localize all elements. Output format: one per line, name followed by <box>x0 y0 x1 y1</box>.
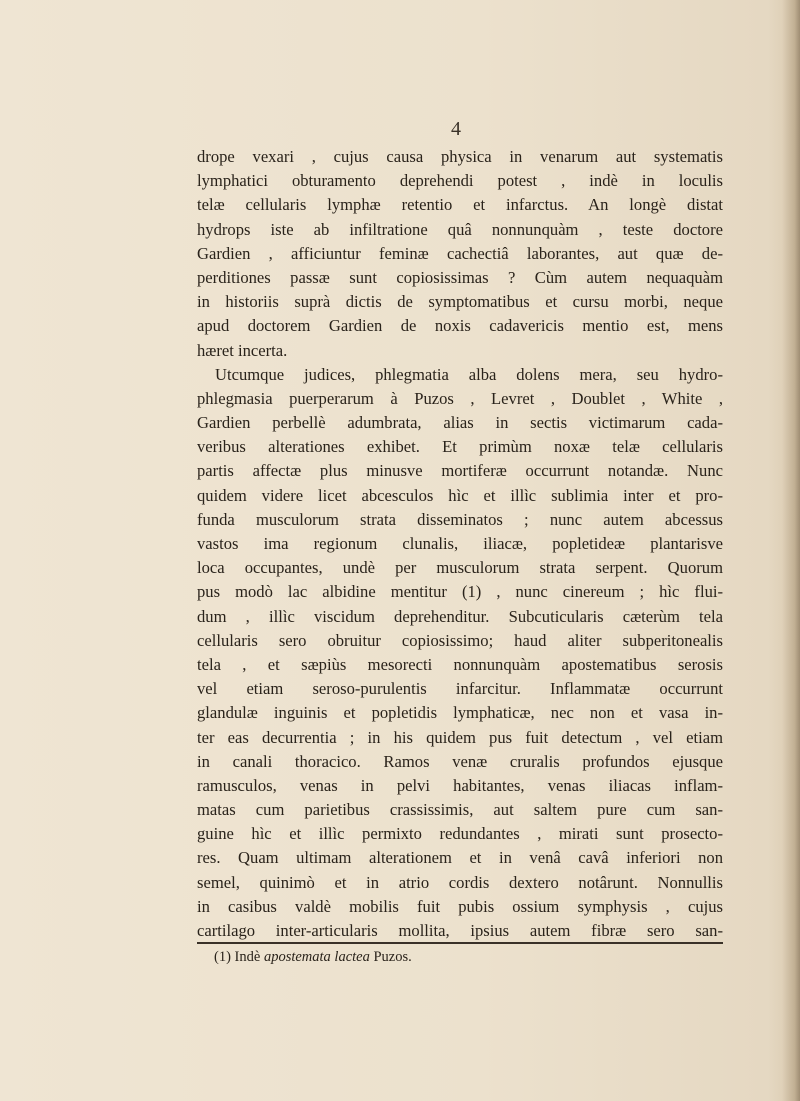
text-line: partis affectæ plus minusve mortiferæ occurrunt notandæ. Nunc <box>197 461 723 481</box>
text-line: matas cum parietibus crassissimis, aut saltem pure cum san- <box>197 800 723 820</box>
text-line: res. Quam ultimam alterationem et in venâ cavâ inferiori non <box>197 848 723 868</box>
footnote-marker: (1) <box>214 949 231 965</box>
text-line: lymphatici obturamento deprehendi potest , indè in loculis <box>197 171 723 191</box>
text-line: Gardien perbellè adumbrata, alias in sectis victimarum cada- <box>197 413 723 433</box>
text-line: quidem videre licet abcesculos hìc et illìc sublimia inter et pro- <box>197 485 723 505</box>
text-line: ter eas decurrentia ; in his quidem pus fuit detectum , vel etiam <box>197 727 723 747</box>
text-line: vel etiam seroso-purulentis infarcitur. Inflammatæ occurrunt <box>197 679 723 699</box>
text-line: loca occupantes, undè per musculorum strata serpent. Quorum <box>197 558 723 578</box>
text-line: vastos ima regionum clunalis, iliacæ, popletideæ plantarisve <box>197 534 723 553</box>
footnote-divider <box>197 942 723 944</box>
text-line: semel, quinimò et in atrio cordis dextero notârunt. Nonnullis <box>197 872 723 892</box>
text-line: cartilago inter-articularis mollita, ipsius autem fibræ sero san- <box>197 921 723 940</box>
text-line: in canali thoracico. Ramos venæ cruralis profundos ejusque <box>197 751 723 771</box>
text-line: drope vexari , cujus causa physica in venarum aut systematis <box>197 147 723 166</box>
text-line: hæret incerta. <box>197 340 288 360</box>
text-line: glandulæ inguinis et popletidis lymphaticæ, nec non et vasa in- <box>197 703 723 723</box>
footnote-prefix: Indè <box>234 949 261 965</box>
text-line: apud doctorem Gardien de noxis cadavericis mentio est, mens <box>197 316 723 336</box>
text-line: telæ cellularis lymphæ retentio et infarctus. An longè distat <box>197 195 723 215</box>
body-text <box>197 145 723 943</box>
text-line: cellularis sero obruitur copiosissimo; haud aliter subperitonealis <box>197 630 723 650</box>
text-line: perditiones passæ sunt copiosissimas ? Cùm autem nequaquàm <box>197 267 723 287</box>
text-line: funda musculorum strata disseminatos ; nunc autem abcessus <box>197 509 723 529</box>
text-line: tela , et sæpiùs mesorecti nonnunquàm apostematibus serosis <box>197 654 723 674</box>
text-line: in casibus valdè mobilis fuit pubis ossium symphysis , cujus <box>197 896 723 916</box>
text-line: guine hìc et illìc permixto redundantes , mirati sunt prosecto- <box>197 824 723 844</box>
text-line: ramusculos, venas in pelvi habitantes, venas iliacas inflam- <box>197 775 723 795</box>
page-number: 4 <box>451 118 461 140</box>
text-line: phlegmasia puerperarum à Puzos , Levret , Doublet , White , <box>197 388 723 408</box>
page-edge-shadow <box>782 0 800 1101</box>
text-line: pus modò lac albidine mentitur (1) , nunc cinereum ; hìc flui- <box>197 582 723 602</box>
footnote-italic: apostemata lactea <box>263 949 370 965</box>
footnote <box>214 949 412 966</box>
text-line: dum , illìc viscidum deprehenditur. Subcuticularis cæterùm tela <box>197 606 723 626</box>
text-line: Utcumque judices, phlegmatia alba dolens mera, seu hydro- <box>215 364 723 384</box>
text-line: veribus alterationes exhibet. Et primùm noxæ telæ cellularis <box>197 437 723 457</box>
footnote-suffix: Puzos. <box>373 949 412 965</box>
text-line: in historiis suprà dictis de symptomatibus et cursu morbi, neque <box>197 292 723 312</box>
text-line: hydrops iste ab infiltratione quâ nonnunquàm , teste doctore <box>197 219 723 239</box>
text-line: Gardien , afficiuntur feminæ cachectiâ laborantes, aut quæ de- <box>197 243 723 263</box>
